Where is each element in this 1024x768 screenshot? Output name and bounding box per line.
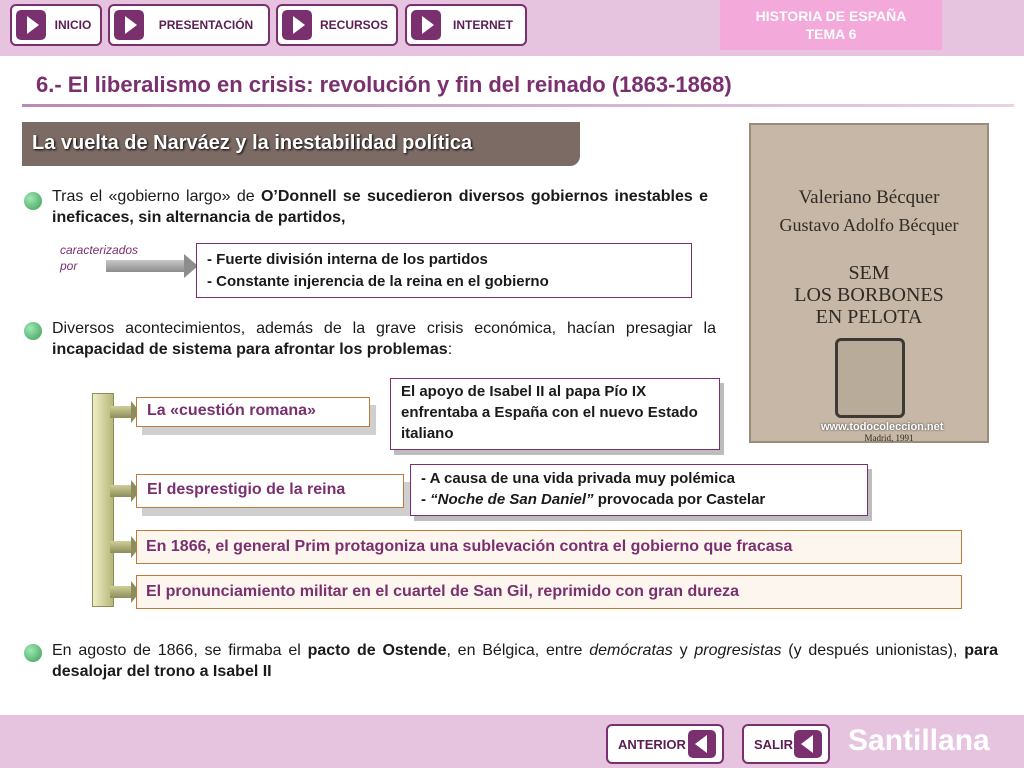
anterior-button[interactable]: [606, 724, 724, 764]
title-divider: [22, 104, 1014, 107]
topic-desprestigio: El desprestigio de la reina: [136, 474, 404, 508]
play-icon: [16, 10, 46, 40]
back-arrow-icon: [794, 730, 822, 758]
paragraph-3-text: , en Bélgica, entre: [446, 642, 590, 659]
book-title-2: LOS BORBONES: [794, 284, 944, 306]
page-title: 6.- El liberalismo en crisis: revolución y fin del reinado (1863-1868): [36, 72, 732, 97]
book-author-1: Valeriano Bécquer: [798, 187, 940, 208]
paragraph-3-text: (y después unionistas),: [781, 642, 965, 659]
tree-branch: [110, 485, 132, 497]
book-author-2: Gustavo Adolfo Bécquer: [779, 215, 959, 235]
book-title-3: EN PELOTA: [815, 306, 923, 328]
nav-presentacion-button[interactable]: [108, 4, 270, 46]
paragraph-1: [52, 186, 708, 228]
list-item: - Fuerte división interna de los partidos: [207, 251, 488, 268]
nav-presentacion-label: PRESENTACIÓN: [158, 18, 254, 32]
paragraph-1-text: Tras el «gobierno largo» de: [52, 188, 261, 205]
subject-badge-line2: TEMA 6: [805, 26, 857, 42]
paragraph-1-bold: O’Donnell se sucedieron diversos gobiernos inestables e ineficaces, sin alternancia de partidos,: [52, 188, 709, 226]
paragraph-3-bold: pacto de Ostende: [307, 642, 447, 659]
characteristics-box: [196, 243, 692, 298]
list-item: - A causa de una vida privada muy polémica: [421, 470, 735, 487]
section-heading: La vuelta de Narváez y la inestabilidad política: [22, 122, 580, 166]
list-item: - Constante injerencia de la reina en el gobierno: [207, 273, 549, 290]
paragraph-3-italic: demócratas: [589, 642, 673, 659]
brand-logo: Santillana: [848, 724, 990, 757]
nav-inicio-button[interactable]: [10, 4, 102, 46]
tree-branch: [110, 541, 132, 553]
salir-button[interactable]: [742, 724, 830, 764]
nav-recursos-button[interactable]: [276, 4, 398, 46]
watermark-text: www.todocoleccion.net: [821, 421, 944, 433]
list-item: - “Noche de San Daniel” provocada por Castelar: [421, 491, 766, 508]
back-arrow-icon: [688, 730, 716, 758]
paragraph-3-text: y: [672, 642, 695, 659]
paragraph-2-colon: :: [447, 341, 453, 358]
note-line-1: caracterizados: [60, 243, 139, 257]
list-item-text: Fuerte división interna de los partidos: [216, 251, 488, 268]
anterior-label: ANTERIOR: [618, 736, 686, 752]
salir-label: SALIR: [754, 736, 793, 752]
nav-recursos-label: RECURSOS: [319, 18, 388, 32]
bullet-icon: [24, 322, 42, 340]
play-icon: [411, 10, 441, 40]
bullet-icon: [24, 192, 42, 210]
subject-badge-line1: HISTORIA DE ESPAÑA: [755, 8, 907, 24]
play-icon: [114, 10, 144, 40]
paragraph-2: [52, 318, 716, 360]
note-line-2: por: [60, 259, 78, 273]
topic-san-gil: El pronunciamiento militar en el cuartel de San Gil, reprimido con gran dureza: [136, 575, 962, 609]
publisher-seal-icon: [835, 338, 905, 418]
paragraph-3-bold: para desalojar del trono a Isabel II: [52, 642, 999, 680]
bullet-icon: [24, 644, 42, 662]
nav-inicio-label: INICIO: [54, 18, 92, 32]
play-icon: [282, 10, 312, 40]
subject-badge: [720, 0, 942, 50]
nav-internet-label: INTERNET: [453, 18, 513, 32]
nav-internet-button[interactable]: [405, 4, 527, 46]
topic-cuestion-romana: La «cuestión romana»: [136, 397, 370, 427]
tree-branch: [110, 586, 132, 598]
paragraph-3-italic: progresistas: [694, 642, 782, 659]
book-title-1: SEM: [848, 262, 890, 284]
list-item-text: A causa de una vida privada muy polémica: [429, 470, 735, 487]
list-item-text: provocada por Castelar: [593, 491, 766, 508]
book-cover-image: [749, 123, 989, 443]
paragraph-3-text: En agosto de 1866, se firmaba el: [52, 642, 308, 659]
paragraph-3: [52, 640, 998, 682]
detail-cuestion-romana: El apoyo de Isabel II al papa Pío IX enfrentaba a España con el nuevo Estado italiano: [390, 378, 720, 450]
book-imprint: Madrid, 1991: [864, 433, 914, 443]
tree-trunk: [92, 393, 114, 607]
detail-desprestigio: [410, 464, 868, 516]
paragraph-2-text: Diversos acontecimientos, además de la grave crisis económica, hacían presagiar la: [52, 320, 716, 337]
arrow-right-icon: [106, 260, 186, 272]
paragraph-2-bold: incapacidad de sistema para afrontar los problemas: [52, 341, 448, 358]
topic-prim: En 1866, el general Prim protagoniza una sublevación contra el gobierno que fracasa: [136, 530, 962, 564]
tree-branch: [110, 406, 132, 418]
list-item-text: Constante injerencia de la reina en el gobierno: [216, 273, 549, 290]
list-item-italic: “Noche de San Daniel”: [430, 491, 594, 508]
